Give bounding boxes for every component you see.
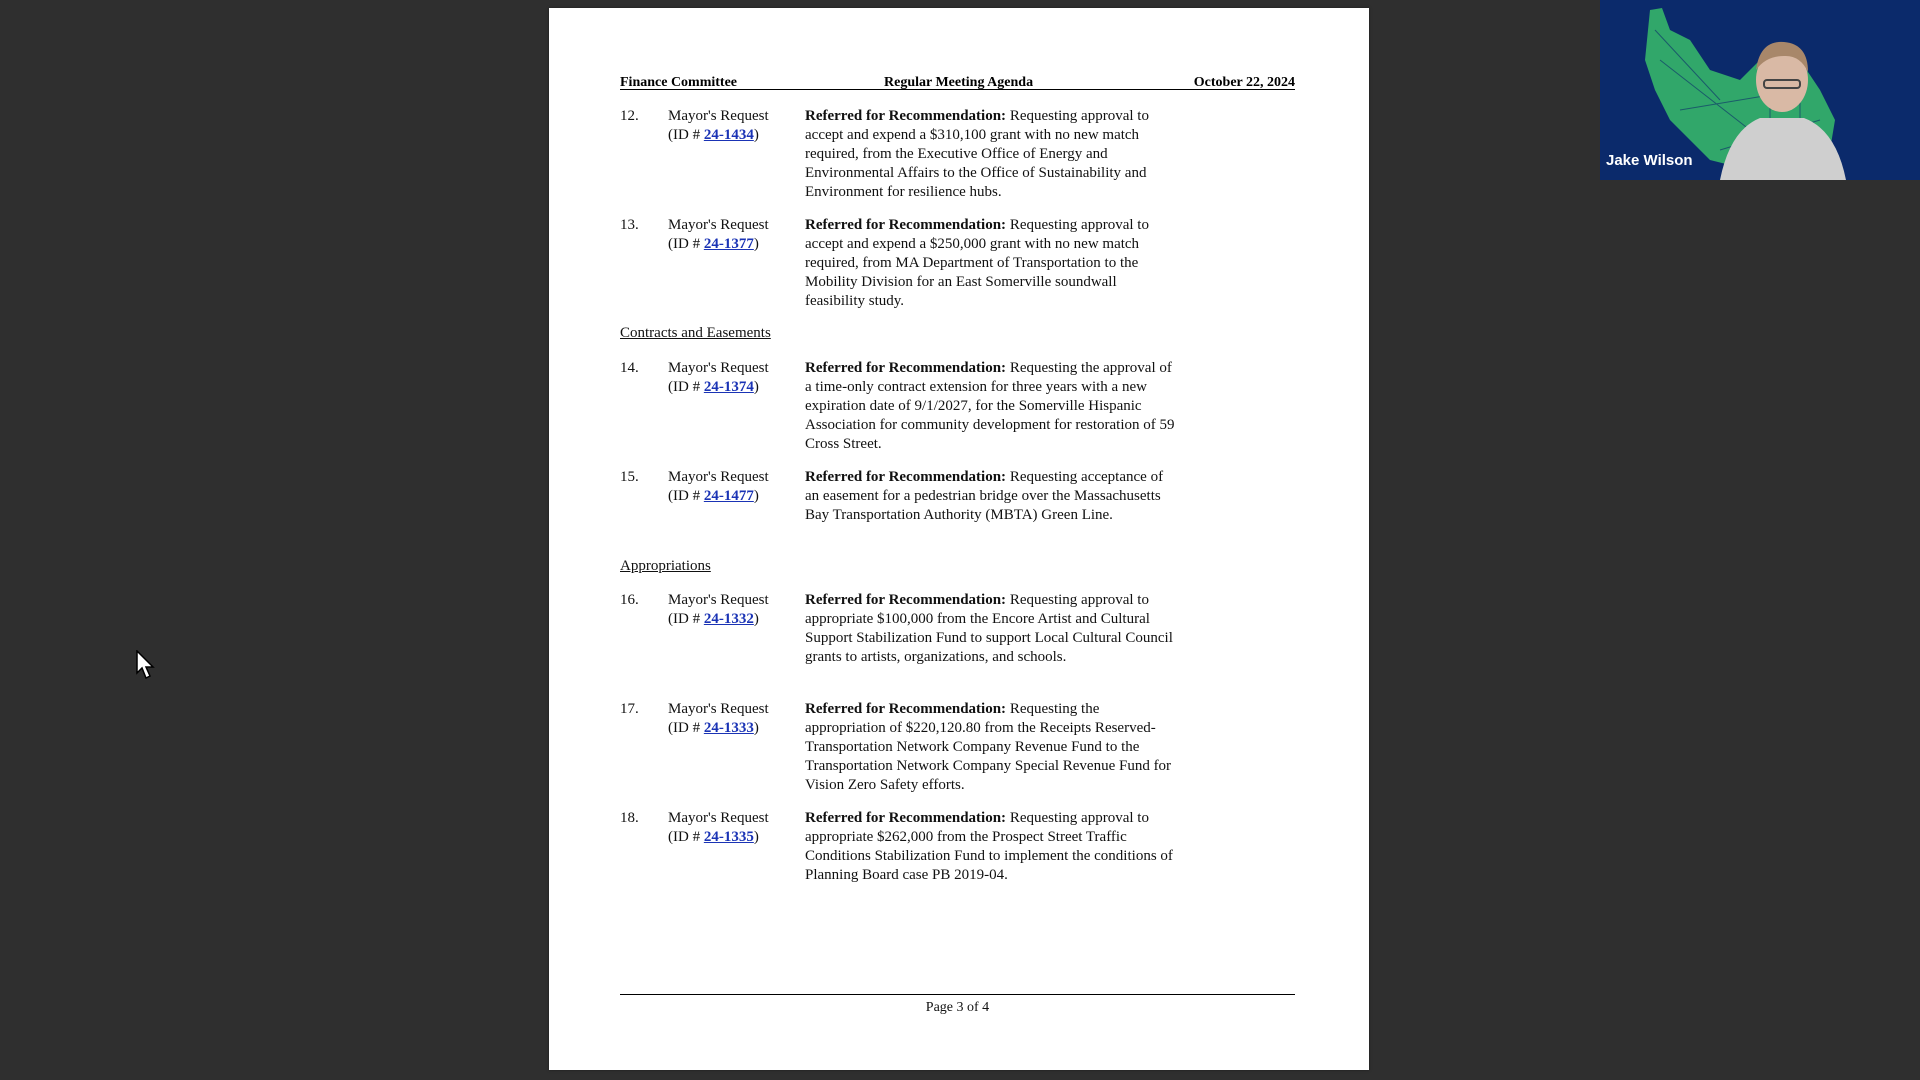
item-description <box>805 359 1180 454</box>
id-link-24-1374[interactable]: 24-1374 <box>703 379 754 395</box>
id-prefix: (ID # <box>668 127 704 143</box>
section-heading-contracts: Contracts and Easements <box>620 325 771 341</box>
item-number: 13. <box>620 217 639 233</box>
section-heading-appropriations: Appropriations <box>620 558 711 574</box>
id-link-24-1335[interactable]: 24-1335 <box>703 829 754 845</box>
item-text: Requesting approval to appropriate $262,000 from the Prospect Street Traffic Conditions Stabilization Fund to implement the conditions of Planning Board case PB 2019-04. <box>805 810 1173 883</box>
item-number: 17. <box>620 701 639 717</box>
id-prefix: (ID # <box>668 611 704 627</box>
item-lead: Referred for Recommendation: <box>805 217 1007 233</box>
id-prefix: (ID # <box>668 236 704 252</box>
item-lead: Referred for Recommendation: <box>805 108 1007 124</box>
participant-name-label: Jake Wilson <box>1606 152 1693 169</box>
item-number: 12. <box>620 108 639 124</box>
footer-divider <box>620 994 1295 995</box>
request-type: Mayor's Request <box>668 810 769 826</box>
id-suffix: ) <box>753 720 759 736</box>
document-page <box>549 8 1369 1070</box>
request-type: Mayor's Request <box>668 701 769 717</box>
item-description <box>805 700 1180 795</box>
id-prefix: (ID # <box>668 379 704 395</box>
item-description <box>805 107 1180 202</box>
item-request <box>668 700 798 738</box>
id-link-24-1477[interactable]: 24-1477 <box>703 488 754 504</box>
item-request <box>668 809 798 847</box>
request-type: Mayor's Request <box>668 469 769 485</box>
item-request <box>668 107 798 145</box>
item-request <box>668 216 798 254</box>
participant-video-tile[interactable] <box>1600 0 1920 180</box>
item-request <box>668 468 798 506</box>
item-text: Requesting approval to accept and expend a $250,000 grant with no new match required, from MA Department of Transportation to the Mobility Division for an East Somerville soundwall feasibility study. <box>805 217 1149 309</box>
item-text: Requesting approval to appropriate $100,000 from the Encore Artist and Cultural Support Stabilization Fund to support Local Cultural Council grants to artists, organizations, and schools. <box>805 592 1173 665</box>
item-text: Requesting approval to accept and expend a $310,100 grant with no new match required, from the Executive Office of Energy and Environmental Affairs to the Office of Sustainability and Environment for resilience hubs. <box>805 108 1149 200</box>
item-number: 18. <box>620 810 639 826</box>
id-link-24-1332[interactable]: 24-1332 <box>703 611 754 627</box>
item-text: Requesting acceptance of an easement for a pedestrian bridge over the Massachusetts Bay Transportation Authority (MBTA) Green Line. <box>805 469 1164 523</box>
mouse-pointer-icon <box>136 650 156 680</box>
item-number: 16. <box>620 592 639 608</box>
item-description <box>805 591 1180 667</box>
id-link-24-1377[interactable]: 24-1377 <box>703 236 754 252</box>
item-lead: Referred for Recommendation: <box>805 469 1007 485</box>
id-link-24-1333[interactable]: 24-1333 <box>703 720 754 736</box>
header-committee: Finance Committee <box>620 75 738 90</box>
request-type: Mayor's Request <box>668 592 769 608</box>
request-type: Mayor's Request <box>668 217 769 233</box>
header-meeting-title: Regular Meeting Agenda <box>884 75 1034 90</box>
item-number: 14. <box>620 360 639 376</box>
item-lead: Referred for Recommendation: <box>805 360 1007 376</box>
document-header <box>620 68 1295 90</box>
item-description <box>805 468 1180 525</box>
header-date: October 22, 2024 <box>1193 75 1295 90</box>
id-suffix: ) <box>753 379 759 395</box>
id-link-24-1434[interactable]: 24-1434 <box>703 127 754 143</box>
request-type: Mayor's Request <box>668 360 769 376</box>
item-request <box>668 591 798 629</box>
request-type: Mayor's Request <box>668 108 769 124</box>
id-suffix: ) <box>753 236 759 252</box>
item-number: 15. <box>620 469 639 485</box>
id-prefix: (ID # <box>668 488 704 504</box>
id-suffix: ) <box>753 611 759 627</box>
item-lead: Referred for Recommendation: <box>805 810 1007 826</box>
item-text: Requesting the approval of a time-only contract extension for three years with a new expiration date of 9/1/2027, for the Somerville Hispanic Association for community development for restoration of 59 Cross Street. <box>805 360 1175 452</box>
id-prefix: (ID # <box>668 720 704 736</box>
item-lead: Referred for Recommendation: <box>805 701 1007 717</box>
id-suffix: ) <box>753 488 759 504</box>
id-prefix: (ID # <box>668 829 704 845</box>
id-suffix: ) <box>753 829 759 845</box>
id-suffix: ) <box>753 127 759 143</box>
item-description <box>805 216 1180 311</box>
item-request <box>668 359 798 397</box>
item-description <box>805 809 1180 885</box>
item-text: Requesting the appropriation of $220,120.80 from the Receipts Reserved-Transportation Network Company Revenue Fund to the Transportation Network Company Special Revenue Fund for Vision Zero Safety efforts. <box>805 701 1172 793</box>
page-number: Page 3 of 4 <box>925 1000 990 1015</box>
item-lead: Referred for Recommendation: <box>805 592 1007 608</box>
